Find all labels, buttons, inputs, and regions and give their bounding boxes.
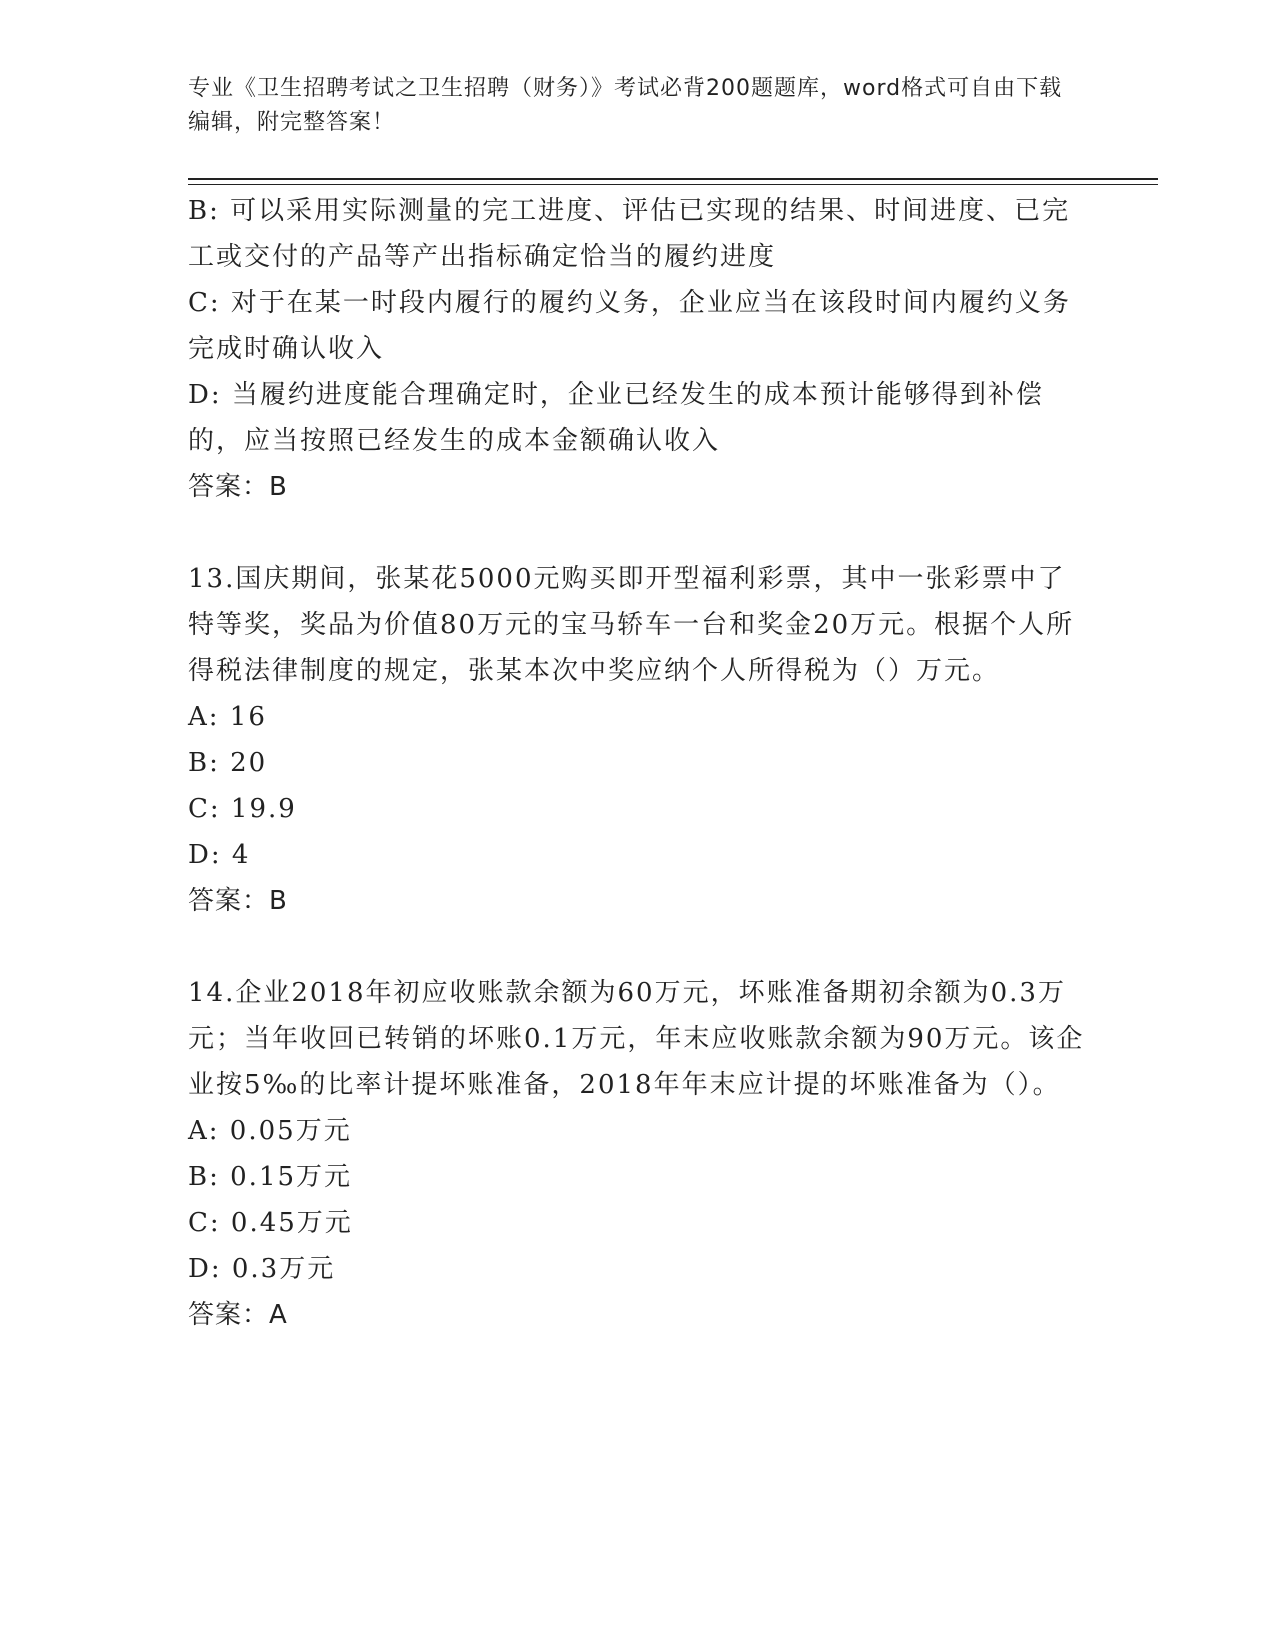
question-spacer xyxy=(188,510,1088,556)
question-spacer xyxy=(188,924,1088,970)
document-header-title: 专业《卫生招聘考试之卫生招聘（财务）》考试必背200题题库，word格式可自由下载编辑，附完整答案！ xyxy=(188,76,1063,135)
option-a: A: 16 xyxy=(188,702,267,732)
header-divider-thin xyxy=(188,184,1158,185)
header-divider-thick xyxy=(188,178,1158,180)
question-stem: 13.国庆期间，张某花5000元购买即开型福利彩票，其中一张彩票中了特等奖，奖品为价值80万元的宝马轿车一台和奖金20万元。根据个人所得税法律制度的规定，张某本次中奖应纳个人所得税为（）万元。 xyxy=(188,564,1075,686)
question-stem: 14.企业2018年初应收账款余额为60万元，坏账准备期初余额为0.3万元；当年收回已转销的坏账0.1万元，年末应收账款余额为90万元。该企业按5‰的比率计提坏账准备，2018年年末应计提的坏账准备为（）。 xyxy=(188,978,1085,1100)
option-a: A: 0.05万元 xyxy=(188,1116,352,1146)
question-12-continuation xyxy=(188,188,1088,510)
option-d: D: 4 xyxy=(188,840,251,870)
option-d: D: 0.3万元 xyxy=(188,1254,336,1284)
option-b: B: 0.15万元 xyxy=(188,1162,353,1192)
option-d: D: 当履约进度能合理确定时，企业已经发生的成本预计能够得到补偿的，应当按照已经发生的成本金额确认收入 xyxy=(188,380,1044,456)
question-content xyxy=(188,188,1088,1338)
option-b: B: 20 xyxy=(188,748,268,778)
answer-line: 答案：A xyxy=(188,1300,288,1330)
option-c: C: 19.9 xyxy=(188,794,297,824)
question-14 xyxy=(188,970,1088,1338)
answer-line: 答案：B xyxy=(188,472,288,502)
option-c: C: 0.45万元 xyxy=(188,1208,353,1238)
option-c: C: 对于在某一时段内履行的履约义务，企业应当在该段时间内履约义务完成时确认收入 xyxy=(188,288,1071,364)
question-13 xyxy=(188,556,1088,924)
option-b: B: 可以采用实际测量的完工进度、评估已实现的结果、时间进度、已完工或交付的产品等产出指标确定恰当的履约进度 xyxy=(188,196,1071,272)
answer-line: 答案：B xyxy=(188,886,288,916)
